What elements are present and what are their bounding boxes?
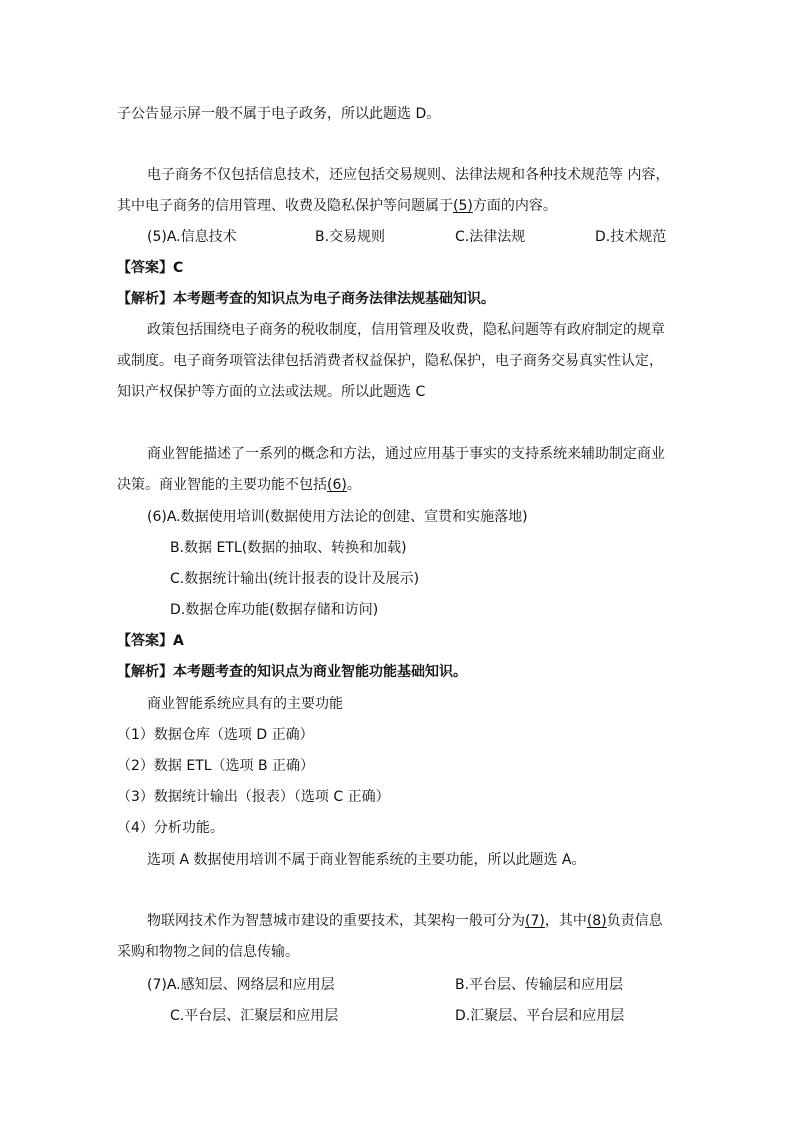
- q6-analysis-item2: （2）数据 ETL（选项 B 正确）: [117, 758, 315, 774]
- q5-analysis-title: 【解析】本考题考查的知识点为电子商务法律法规基础知识。: [117, 291, 495, 307]
- q5-analysis-line2: 或制度。电子商务项管法律包括消费者权益保护，隐私保护，电子商务交易真实性认定，: [117, 353, 663, 369]
- q5-stem-pre: 其中电子商务的信用管理、收费及隐私保护等问题属于: [117, 198, 453, 214]
- q6-option-c: C.数据统计输出(统计报表的设计及展示): [170, 571, 420, 587]
- q6-stem-line2: [117, 475, 361, 495]
- q5-option-d: D.技术规范: [595, 229, 667, 245]
- q6-answer: 【答案】A: [117, 633, 184, 649]
- q5-blank: (5): [453, 198, 473, 214]
- q6-blank: (6): [327, 477, 347, 493]
- q7-option-b: B.平台层、传输层和应用层: [455, 977, 624, 993]
- q5-option-c: C.法律法规: [455, 229, 526, 245]
- q6-analysis-item4: （4）分析功能。: [117, 820, 224, 836]
- q6-stem-post: 。: [346, 477, 361, 493]
- q7-option-c: C.平台层、汇聚层和应用层: [170, 1008, 339, 1024]
- q6-analysis-title: 【解析】本考题考查的知识点为商业智能功能基础知识。: [117, 664, 467, 680]
- q7-blank-8: (8): [586, 913, 607, 929]
- q6-analysis-intro: 商业智能系统应具有的主要功能: [147, 696, 343, 712]
- q6-analysis-item1: （1）数据仓库（选项 D 正确）: [117, 727, 314, 743]
- q7-stem-mid: ，其中: [544, 913, 587, 929]
- q7-stem-pre: 物联网技术作为智慧城市建设的重要技术，其架构一般可分为: [147, 913, 525, 929]
- q6-option-a: (6)A.数据使用培训(数据使用方法论的创建、宣贯和实施落地): [147, 509, 528, 525]
- q6-stem-pre: 决策。商业智能的主要功能不包括: [117, 477, 327, 493]
- q5-answer: 【答案】C: [117, 260, 184, 276]
- q5-stem-post: 方面的内容。: [472, 198, 557, 214]
- q5-stem-line2: [117, 196, 557, 216]
- q5-stem-line1: 电子商务不仅包括信息技术，还应包括交易规则、法律法规和各种技术规范等 内容，: [147, 167, 670, 183]
- q5-analysis-line1: 政策包括围绕电子商务的税收制度，信用管理及收费，隐私问题等有政府制定的规章: [147, 322, 665, 338]
- q7-stem-post: 负责信息: [606, 913, 663, 929]
- q5-analysis-line3: 知识产权保护等方面的立法或法规。所以此题选 C: [117, 384, 426, 400]
- q5-option-a: (5)A.信息技术: [147, 229, 237, 245]
- q7-stem-line2: 采购和物物之间的信息传输。: [117, 944, 299, 960]
- q7-option-d: D.汇聚层、平台层和应用层: [455, 1008, 625, 1024]
- q7-stem-line1: [147, 911, 663, 931]
- q6-option-d: D.数据仓库功能(数据存储和访问): [170, 602, 379, 618]
- q5-option-b: B.交易规则: [315, 229, 386, 245]
- q6-conclusion: 选项 A 数据使用培训不属于商业智能系统的主要功能，所以此题选 A。: [147, 852, 586, 868]
- q7-option-a: (7)A.感知层、网络层和应用层: [147, 977, 335, 993]
- q6-stem-line1: 商业智能描述了一系列的概念和方法，通过应用基于事实的支持系统来辅助制定商业: [147, 446, 665, 462]
- q6-option-b: B.数据 ETL(数据的抽取、转换和加载): [170, 540, 407, 556]
- q7-blank-7: (7): [525, 913, 545, 929]
- q4-tail: 子公告显示屏一般不属于电子政务，所以此题选 D。: [117, 106, 441, 122]
- q6-analysis-item3: （3）数据统计输出（报表）（选项 C 正确）: [117, 789, 390, 805]
